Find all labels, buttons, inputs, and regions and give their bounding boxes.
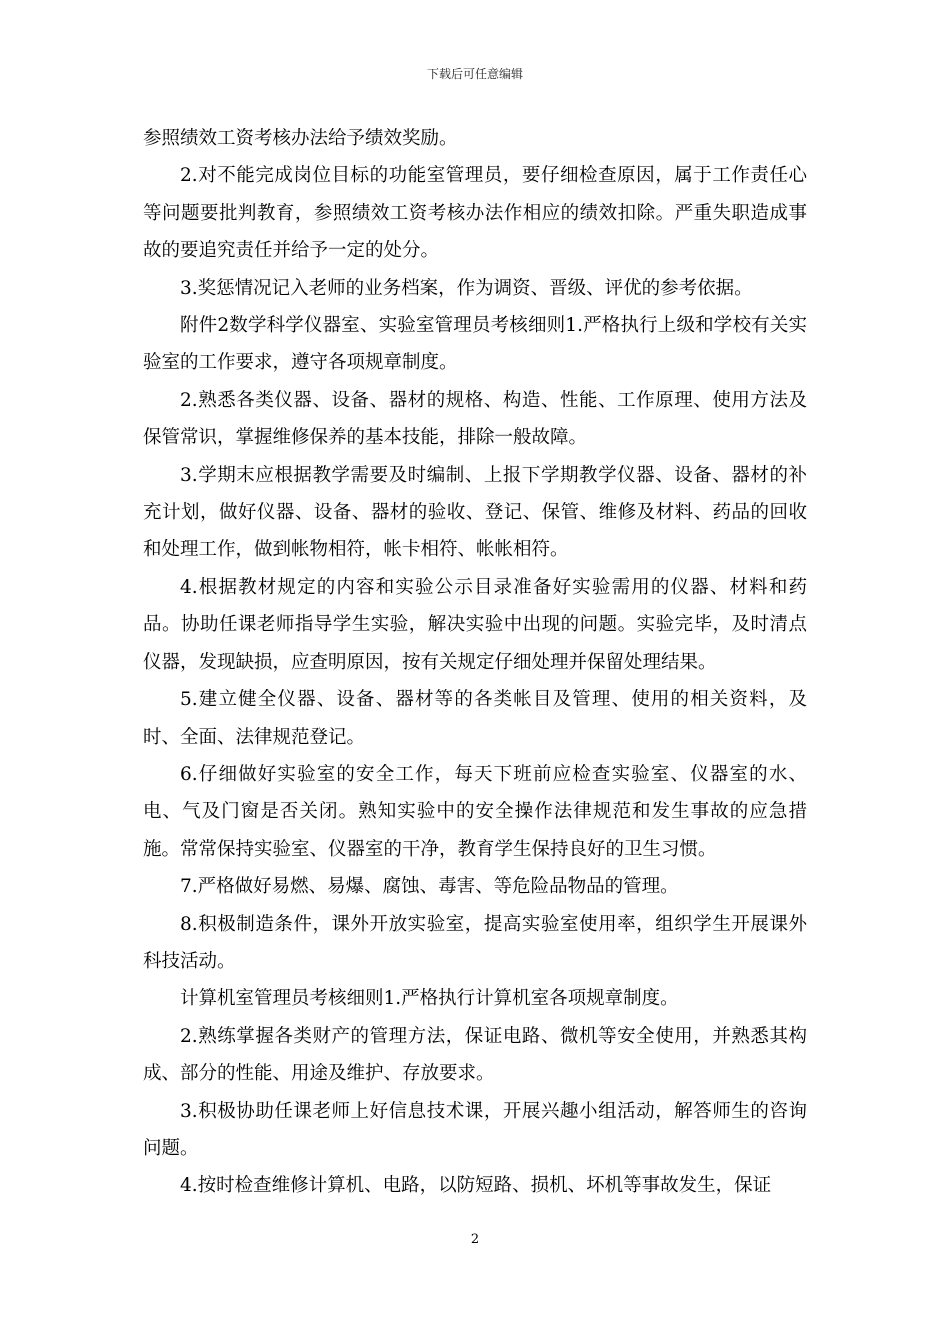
paragraph: 3.学期末应根据教学需要及时编制、上报下学期教学仪器、设备、器材的补充计划，做好仪器、设备、器材的验收、登记、保管、维修及材料、药品的回收和处理工作，做到帐物相符，帐卡相符、帐帐相符。 (143, 464, 807, 561)
paragraph: 2.对不能完成岗位目标的功能室管理员，要仔细检查原因，属于工作责任心等问题要批判教育，参照绩效工资考核办法作相应的绩效扣除。严重失职造成事故的要追究责任并给予一定的处分。 (143, 165, 807, 262)
paragraph: 8.积极制造条件，课外开放实验室，提高实验室使用率，组织学生开展课外科技活动。 (143, 913, 807, 972)
paragraph: 附件2数学科学仪器室、实验室管理员考核细则1.严格执行上级和学校有关实验室的工作要求，遵守各项规章制度。 (143, 315, 807, 374)
document-body (143, 120, 807, 1205)
paragraph: 5.建立健全仪器、设备、器材等的各类帐目及管理、使用的相关资料，及时、全面、法律规范登记。 (143, 689, 807, 748)
paragraph: 3.积极协助任课老师上好信息技术课，开展兴趣小组活动，解答师生的咨询问题。 (143, 1100, 807, 1159)
paragraph: 7.严格做好易燃、易爆、腐蚀、毒害、等危险品物品的管理。 (180, 876, 679, 898)
paragraph: 6.仔细做好实验室的安全工作，每天下班前应检查实验室、仪器室的水、电、气及门窗是否关闭。熟知实验中的安全操作法律规范和发生事故的应急措施。常常保持实验室、仪器室的干净，教育学生保持良好的卫生习惯。 (143, 763, 807, 860)
paragraph: 2.熟练掌握各类财产的管理方法，保证电路、微机等安全使用，并熟悉其构成、部分的性能、用途及维护、存放要求。 (143, 1025, 807, 1085)
paragraph: 3.奖惩情况记入老师的业务档案，作为调资、晋级、评优的参考依据。 (180, 277, 753, 299)
paragraph: 4.按时检查维修计算机、电路，以防短路、损机、坏机等事故发生，保证 (180, 1175, 772, 1197)
paragraph: 参照绩效工资考核办法给予绩效奖励。 (143, 128, 458, 149)
paragraph: 2.熟悉各类仪器、设备、器材的规格、构造、性能、工作原理、使用方法及保管常识，掌握维修保养的基本技能，排除一般故障。 (143, 389, 807, 449)
page-number: 2 (470, 1232, 480, 1247)
page-header: 下载后可任意编辑 (426, 67, 523, 81)
paragraph: 计算机室管理员考核细则1.严格执行计算机室各项规章制度。 (180, 988, 679, 1010)
paragraph: 4.根据教材规定的内容和实验公示目录准备好实验需用的仪器、材料和药品。协助任课老师指导学生实验，解决实验中出现的问题。实验完毕，及时清点仪器，发现缺损，应查明原因，按有关规定仔细处理并保留处理结果。 (143, 576, 807, 673)
